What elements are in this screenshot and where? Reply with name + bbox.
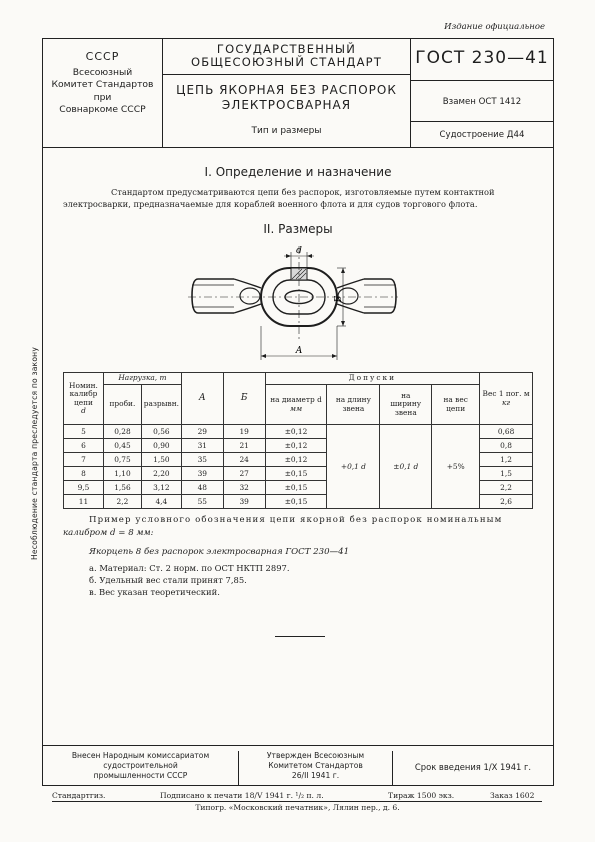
- imprint-order: Заказ 1602: [490, 791, 535, 800]
- table-row: 11 2,2 4,4 55 39 ±0,15 2,6: [64, 495, 533, 509]
- table-row: 9,5 1,56 3,12 48 32 ±0,15 2,2: [64, 481, 533, 495]
- replaces-note: Взамен ОСТ 1412: [442, 97, 522, 107]
- imprint-printer: Типогр. «Московский печатник», Лялин пер., д. 6.: [195, 803, 400, 812]
- th-tol-len: на длину звена: [327, 385, 380, 425]
- edition-note: Издание официальное: [444, 22, 545, 32]
- header-committee-2: Комитет Стандартов: [51, 79, 154, 90]
- header-center-block: [163, 39, 411, 147]
- doc-title-1: ЦЕПЬ ЯКОРНАЯ БЕЗ РАСПОРОК: [176, 83, 397, 97]
- section1-text-2: электросварки, предназначаемые для кораблей военного флота и для судов торгового флота.: [63, 199, 478, 209]
- chain-link-left: [192, 279, 234, 313]
- section1-heading: I. Определение и назначение: [204, 165, 392, 179]
- imprint-signed: Подписано к печати 18/V 1941 г. ¹/₂ п. л.: [160, 791, 324, 800]
- table-row: 6 0,45 0,90 31 21 ±0,12 0,8: [64, 439, 533, 453]
- th-proof: проби.: [103, 385, 141, 425]
- section1-text-1: Стандартом предусматриваются цепи без распорок, изготовляемые путем контактной: [111, 187, 495, 197]
- header-ussr: СССР: [85, 50, 120, 63]
- header-right-block: [411, 39, 553, 147]
- tol-weight-value: +5%: [432, 425, 480, 509]
- gost-number: ГОСТ 230—41: [415, 48, 549, 68]
- figure-label-a: А: [295, 346, 303, 356]
- page-frame: [42, 38, 554, 786]
- note-a: а. Материал: Ст. 2 норм. по ОСТ НКТП 2897.: [89, 563, 290, 573]
- table-row: 8 1,10 2,20 39 27 ±0,15 1,5: [64, 467, 533, 481]
- th-tol-d: на диаметр d мм: [265, 385, 327, 425]
- chain-link-left-end: [240, 288, 260, 304]
- tol-len-value: +0,1 d: [327, 425, 380, 509]
- imprint-publisher: Стандартгиз.: [52, 791, 106, 800]
- footer-introduced: Внесен Народным комиссариатом судостроительной промышленности СССР: [43, 751, 239, 785]
- note-c: в. Вес указан теоретический.: [89, 587, 220, 597]
- example-designation: Якорцепь 8 без распорок электросварная ГОСТ 230—41: [89, 547, 350, 557]
- th-load: Нагрузка, т: [103, 373, 181, 385]
- dimensions-table: [63, 372, 533, 509]
- note-b: б. Удельный вес стали принят 7,85.: [89, 575, 247, 585]
- th-b: Б: [223, 373, 265, 425]
- th-tol-width: на ширину звена: [380, 385, 432, 425]
- tol-width-value: ±0,1 d: [380, 425, 432, 509]
- footer-effective-date: Срок введения 1/X 1941 г.: [414, 762, 532, 772]
- footer-approved: Утвержден Всесоюзным Комитетом Стандартов 26/II 1941 г.: [239, 751, 393, 785]
- chain-link-right: [364, 279, 396, 313]
- imprint-rule: [52, 801, 542, 802]
- example-text-1: Пример условного обозначения цепи якорной без распорок номинальным: [89, 515, 503, 525]
- th-tol-weight: на вес цепи: [432, 385, 480, 425]
- category-code: Судостроение Д44: [439, 130, 525, 140]
- header-committee-3: при: [93, 91, 112, 103]
- header-state-standard-2: ОБЩЕСОЮЗНЫЙ СТАНДАРТ: [190, 55, 383, 69]
- doc-title-2: ЭЛЕКТРОСВАРНАЯ: [221, 98, 352, 112]
- header-left-block: [43, 39, 163, 147]
- figure-label-d: d: [296, 246, 302, 256]
- header-state-standard-1: ГОСУДАРСТВЕННЫЙ: [216, 42, 357, 56]
- th-weight: Вес 1 пог. м кг: [480, 373, 533, 425]
- end-rule: [275, 636, 325, 637]
- th-a: А: [181, 373, 223, 425]
- table-row: 5 0,28 0,56 29 19 ±0,12 +0,1 d ±0,1 d +5% 0,68: [64, 425, 533, 439]
- table-row: 7 0,75 1,50 35 24 ±0,12 1,2: [64, 453, 533, 467]
- section2-heading: II. Размеры: [263, 222, 333, 236]
- imprint-run: Тираж 1500 экз.: [388, 791, 455, 800]
- figure-label-b: Б: [334, 295, 344, 303]
- header-committee-4: Совнаркоме СССР: [59, 104, 146, 115]
- doc-subtitle: Тип и размеры: [251, 126, 322, 136]
- th-break: разрывн.: [141, 385, 181, 425]
- header-committee-1: Всесоюзный: [72, 66, 133, 78]
- example-text-2: калибром d = 8 мм:: [63, 528, 154, 538]
- chain-drawing: [188, 244, 398, 364]
- th-tolerances: Допуски: [265, 373, 480, 385]
- th-nominal: Номин. калибр цепи d: [64, 373, 104, 425]
- side-legal-note-text: Несоблюдение стандарта преследуется по закону: [30, 346, 39, 560]
